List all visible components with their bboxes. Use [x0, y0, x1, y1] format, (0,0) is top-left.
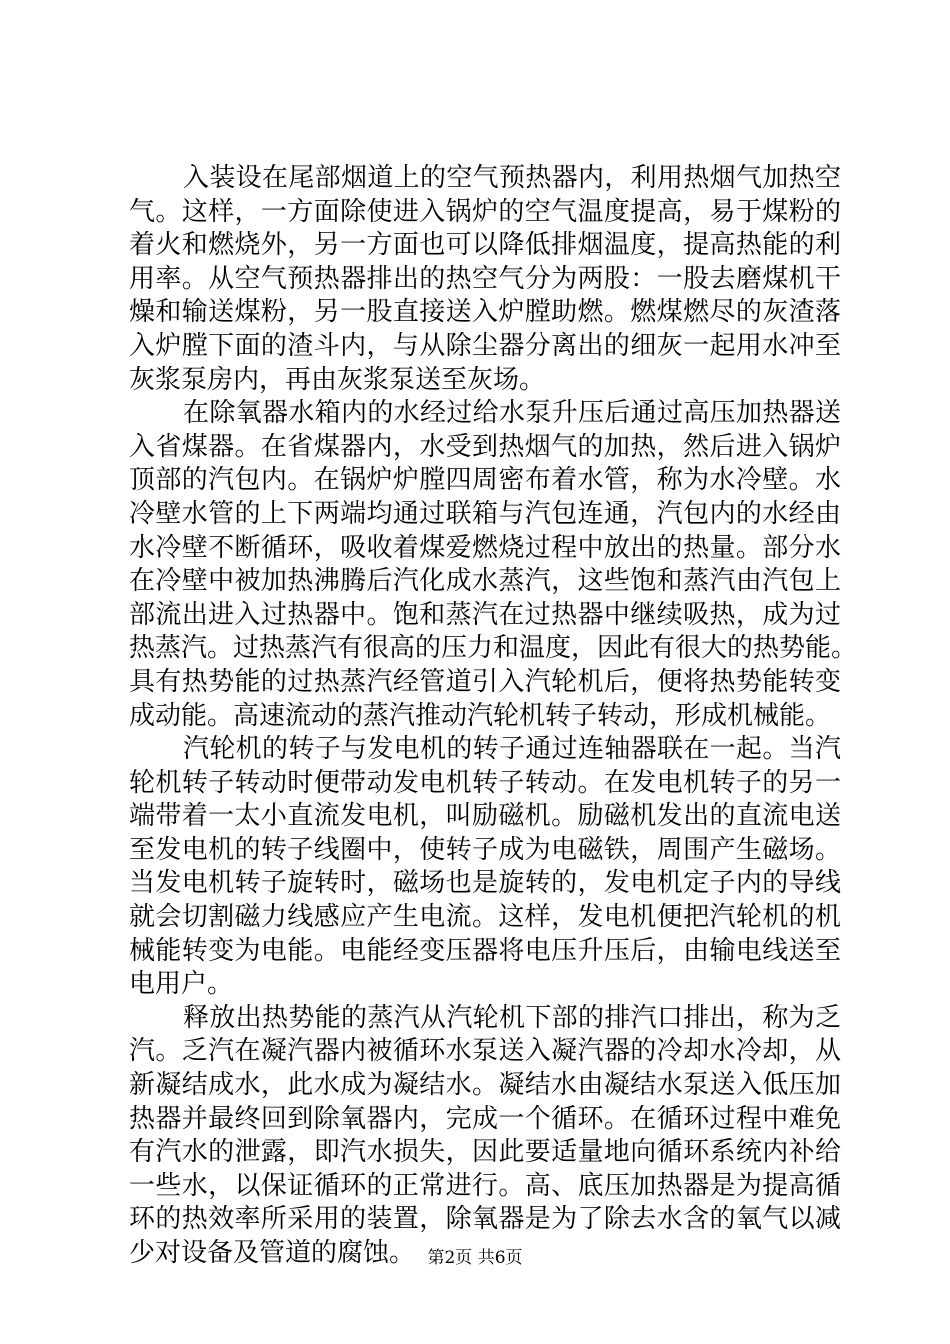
text-line: 着火和燃烧外，另一方面也可以降低排烟温度，提高热能的利 — [129, 230, 841, 261]
text-line: 新凝结成水，此水成为凝结水。凝结水由凝结水泵送入低压加 — [129, 1070, 841, 1101]
text-line: 轮机转子转动时便带动发电机转子转动。在发电机转子的另一 — [129, 767, 841, 798]
text-line: 成动能。高速流动的蒸汽推动汽轮机转子转动，形成机械能。 — [129, 700, 832, 731]
text-line: 至发电机的转子线圈中，使转子成为电磁铁，周围产生磁场。 — [129, 834, 841, 865]
text-line: 械能转变为电能。电能经变压器将电压升压后，由输电线送至 — [129, 935, 841, 966]
text-line: 释放出热势能的蒸汽从汽轮机下部的排汽口排出，称为乏 — [183, 1002, 841, 1033]
text-line: 灰浆泵房内，再由灰浆泵送至灰场。 — [129, 364, 546, 395]
text-line: 一些水，以保证循环的正常进行。高、底压加热器是为提高循 — [129, 1170, 841, 1201]
text-line: 具有热势能的过热蒸汽经管道引入汽轮机后，便将热势能转变 — [129, 666, 841, 697]
text-line: 汽。乏汽在凝汽器内被循环水泵送入凝汽器的冷却水冷却，从 — [129, 1036, 841, 1067]
text-line: 入省煤器。在省煤器内，水受到热烟气的加热，然后进入锅炉 — [129, 431, 841, 462]
text-line: 在冷壁中被加热沸腾后汽化成水蒸汽，这些饱和蒸汽由汽包上 — [129, 566, 841, 597]
page-number-footer: 第2页 共6页 — [427, 1248, 523, 1268]
text-line: 入装设在尾部烟道上的空气预热器内，利用热烟气加热空 — [183, 163, 841, 193]
text-line: 电用户。 — [129, 969, 234, 1000]
text-line: 入炉膛下面的渣斗内，与从除尘器分离出的细灰一起用水冲至 — [129, 330, 841, 361]
text-line: 端带着一太小直流发电机，叫励磁机。励磁机发出的直流电送 — [129, 801, 841, 832]
document-body — [129, 162, 858, 1271]
text-line: 热蒸汽。过热蒸汽有很高的压力和温度，因此有很大的热势能。 — [129, 633, 858, 664]
text-line: 就会切割磁力线感应产生电流。这样，发电机便把汽轮机的机 — [129, 902, 841, 933]
text-line: 有汽水的泄露，即汽水损失，因此要适量地向循环系统内补给 — [129, 1137, 841, 1168]
text-line: 环的热效率所采用的装置，除氧器是为了除去水含的氧气以减 — [129, 1204, 841, 1235]
text-line: 当发电机转子旋转时，磁场也是旋转的，发电机定子内的导线 — [129, 868, 841, 899]
text-line: 顶部的汽包内。在锅炉炉膛四周密布着水管，称为水冷壁。水 — [129, 465, 841, 496]
text-line: 汽轮机的转子与发电机的转子通过连轴器联在一起。当汽 — [183, 734, 841, 765]
text-line: 气。这样，一方面除使进入锅炉的空气温度提高，易于煤粉的 — [129, 196, 841, 227]
text-line: 在除氧器水箱内的水经过给水泵升压后通过高压加热器送 — [183, 398, 841, 429]
text-line: 部流出进入过热器中。饱和蒸汽在过热器中继续吸热，成为过 — [129, 599, 841, 630]
text-line: 冷壁水管的上下两端均通过联箱与汽包连通，汽包内的水经由 — [129, 498, 841, 529]
text-line: 热器并最终回到除氧器内，完成一个循环。在循环过程中难免 — [129, 1103, 841, 1134]
text-line: 燥和输送煤粉，另一股直接送入炉膛助燃。燃煤燃尽的灰渣落 — [129, 297, 841, 328]
text-line: 用率。从空气预热器排出的热空气分为两股：一股去磨煤机干 — [129, 263, 841, 294]
text-line: 水冷壁不断循环，吸收着煤爱燃烧过程中放出的热量。部分水 — [129, 532, 841, 563]
text-line: 少对设备及管道的腐蚀。 — [129, 1238, 416, 1268]
